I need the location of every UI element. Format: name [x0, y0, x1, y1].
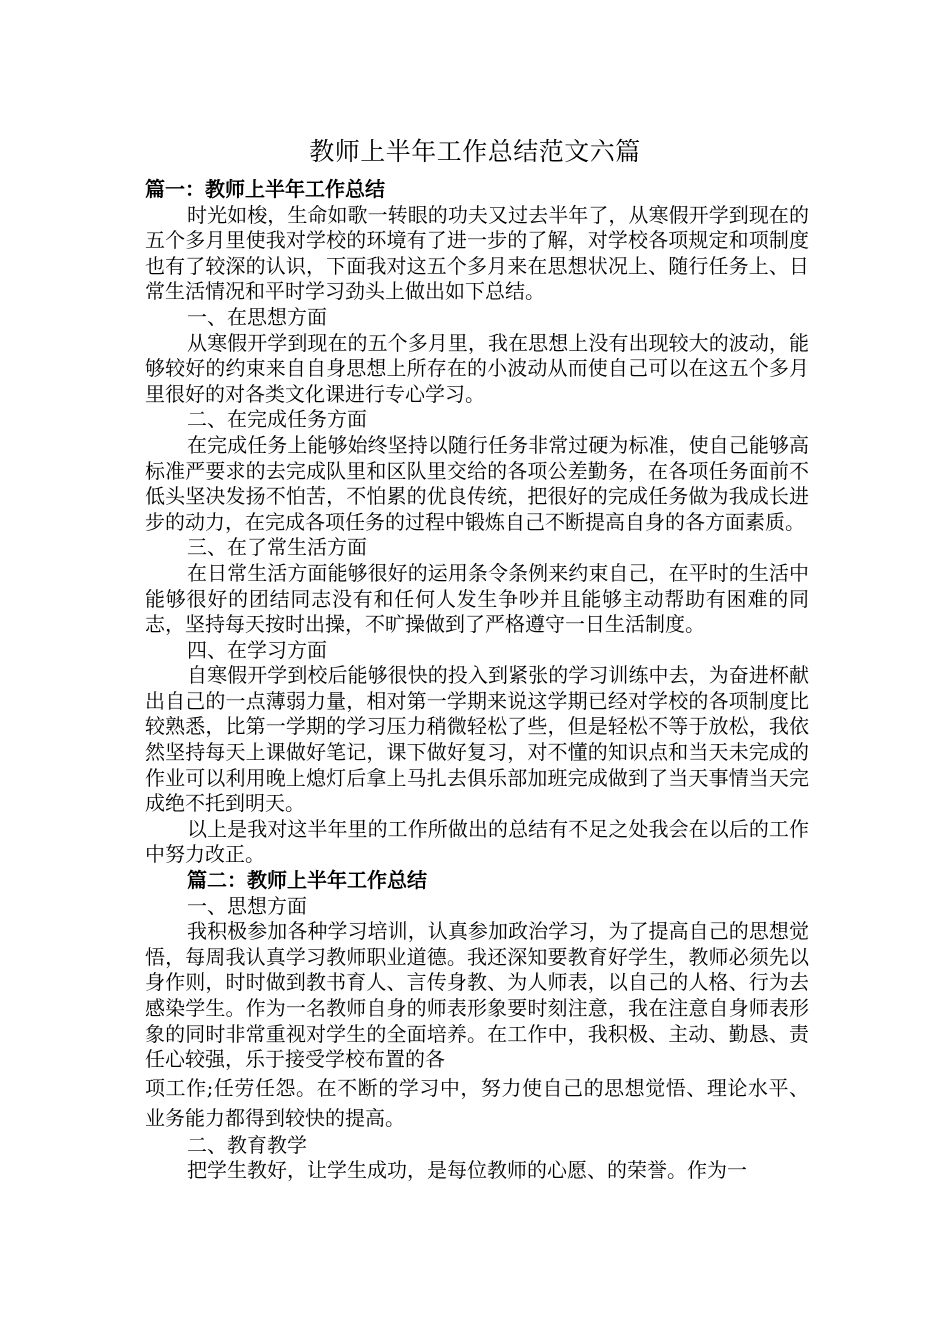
paragraph: 时光如梭，生命如歌一转眼的功夫又过去半年了，从寒假开学到现在的五个多月里使我对学校的环境有了进一步的了解，对学校各项规定和项制度也有了较深的认识，下面我对这五个多月来在思想状况上、随行任务上、日常生活情况和平时学习劲头上做出如下总结。 [145, 202, 809, 304]
subheading: 四、在学习方面 [187, 637, 327, 662]
paragraph: 在完成任务上能够始终坚持以随行任务非常过硬为标准，使自己能够高标准严要求的去完成队里和区队里交给的各项公差勤务，在各项任务面前不低头坚决发扬不怕苦，不怕累的优良传统，把很好的完成任务做为我成长进步的动力，在完成各项任务的过程中锻炼自己不断提高自身的各方面素质。 [145, 432, 809, 534]
section-heading: 篇二：教师上半年工作总结 [187, 868, 427, 893]
paragraph-continued: 项工作;任劳任怨。在不断的学习中，努力使自己的思想觉悟、理论水平、业务能力都得到较快的提高。 [145, 1075, 809, 1130]
document-title: 教师上半年工作总结范文六篇 [309, 137, 641, 166]
paragraph: 自寒假开学到校后能够很快的投入到紧张的学习训练中去，为奋进杯献出自己的一点薄弱力量，相对第一学期来说这学期已经对学校的各项制度比较熟悉，比第一学期的学习压力稍微轻松了些，但是轻松不等于放松，我依然坚持每天上课做好笔记，课下做好复习，对不懂的知识点和当天未完成的作业可以利用晚上熄灯后拿上马扎去俱乐部加班完成做到了当天事情当天完成绝不托到明天。 [145, 663, 809, 816]
paragraph: 把学生教好，让学生成功，是每位教师的心愿、的荣誉。作为一 [187, 1158, 747, 1183]
paragraph: 在日常生活方面能够很好的运用条令条例来约束自己，在平时的生活中能够很好的团结同志没有和任何人发生争吵并且能够主动帮助有困难的同志，坚持每天按时出操，不旷操做到了严格遵守一日生活制度。 [145, 560, 809, 637]
paragraph: 从寒假开学到现在的五个多月里，我在思想上没有出现较大的波动，能够较好的约束来自自身思想上所存在的小波动从而使自己可以在这五个多月里很好的对各类文化课进行专心学习。 [145, 330, 809, 406]
subheading: 二、教育教学 [187, 1132, 307, 1157]
document-body [145, 177, 809, 1184]
section-heading: 篇一：教师上半年工作总结 [145, 177, 385, 201]
subheading: 一、思想方面 [187, 893, 307, 918]
subheading: 三、在了常生活方面 [187, 535, 367, 560]
closing-paragraph: 以上是我对这半年里的工作所做出的总结有不足之处我会在以后的工作中努力改正。 [145, 816, 809, 867]
paragraph: 我积极参加各种学习培训，认真参加政治学习，为了提高自己的思想觉悟，每周我认真学习教师职业道德。我还深知要教育好学生，教师必须先以身作则，时时做到教书育人、言传身教、为人师表，以自己的人格、行为去感染学生。作为一名教师自身的师表形象要时刻注意，我在注意自身师表形象的同时非常重视对学生的全面培养。在工作中，我积极、主动、勤恳、责任心较强，乐于接受学校布置的各 [145, 919, 809, 1072]
subheading: 二、在完成任务方面 [187, 407, 367, 432]
subheading: 一、在思想方面 [187, 304, 327, 329]
